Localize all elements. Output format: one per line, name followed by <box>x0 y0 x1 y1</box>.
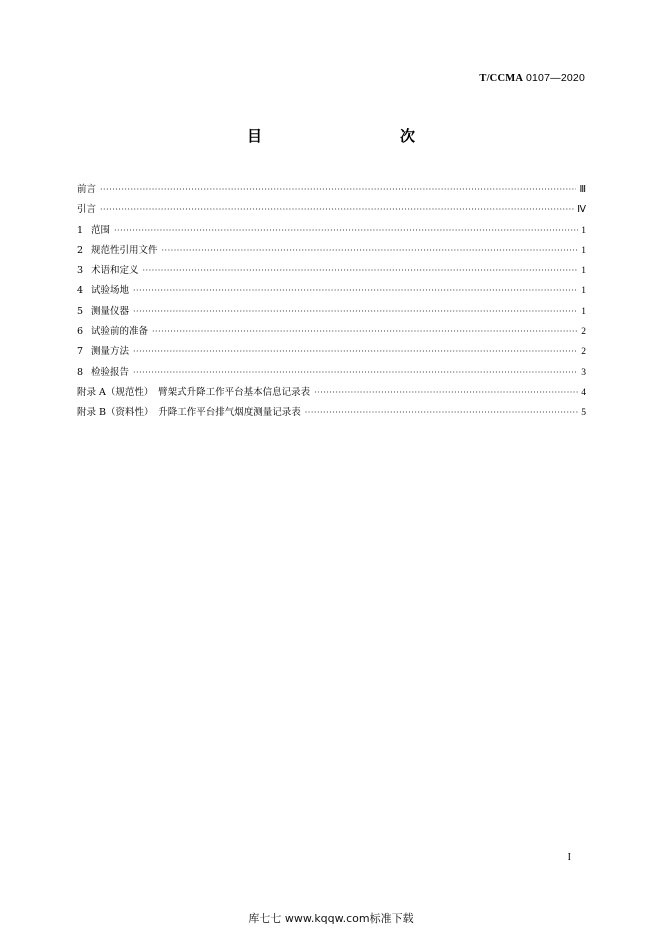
toc-entry-page: 1 <box>581 306 586 317</box>
toc-entry-label <box>77 302 133 322</box>
toc-entry-number: 4 <box>77 285 84 297</box>
toc-dot-leader <box>314 383 578 403</box>
toc-entry-text: 范围 <box>91 224 111 236</box>
toc-entry-text: 规范性引用文件 <box>91 244 158 256</box>
page-title: 目 次 <box>246 127 451 145</box>
standard-code <box>479 72 585 84</box>
table-of-contents <box>77 180 586 424</box>
toc-entry-label <box>77 403 305 423</box>
toc-entry-text: 术语和定义 <box>91 265 139 277</box>
toc-entry-label <box>77 281 133 301</box>
toc-entry-page: Ⅲ <box>579 185 586 195</box>
toc-entry-number: 3 <box>77 265 84 277</box>
toc-entry-page: 1 <box>581 225 586 236</box>
toc-entry[interactable] <box>77 261 586 281</box>
toc-dot-leader <box>100 180 576 200</box>
toc-entry-page: 1 <box>581 245 586 256</box>
toc-entry-page: 1 <box>581 286 586 297</box>
toc-entry[interactable] <box>77 302 586 322</box>
toc-dot-leader <box>143 261 579 281</box>
toc-dot-leader <box>133 281 578 301</box>
toc-entry-label <box>77 261 143 281</box>
toc-dot-leader <box>133 302 578 322</box>
toc-dot-leader <box>152 322 578 342</box>
toc-entry[interactable] <box>77 342 586 362</box>
toc-entry-number: 1 <box>77 224 84 236</box>
toc-entry[interactable] <box>77 383 586 403</box>
standard-prefix: T/CCMA <box>479 73 524 84</box>
standard-number: 0107—2020 <box>525 72 585 84</box>
toc-dot-leader <box>305 403 578 423</box>
toc-entry[interactable] <box>77 363 586 383</box>
toc-entry-page: 4 <box>581 387 586 398</box>
toc-entry-page: 5 <box>581 408 586 419</box>
toc-entry[interactable] <box>77 403 586 423</box>
toc-entry-number: 5 <box>77 305 84 317</box>
toc-entry-label <box>77 383 314 403</box>
toc-dot-leader <box>162 241 579 261</box>
toc-entry-number: 6 <box>77 326 84 338</box>
toc-entry-label <box>77 180 100 200</box>
toc-entry-text: 前言 <box>77 184 97 195</box>
toc-entry[interactable] <box>77 180 586 200</box>
toc-dot-leader <box>133 363 578 383</box>
toc-entry-page: Ⅳ <box>577 205 586 216</box>
toc-entry-text: 附录 B（资料性） 升降工作平台排气烟度测量记录表 <box>77 407 301 419</box>
toc-entry-number: 7 <box>77 346 84 358</box>
footer-watermark: 库七七 www.kqqw.com标准下载 <box>248 912 414 925</box>
toc-entry-text: 试验前的准备 <box>91 326 149 338</box>
toc-entry-page: 2 <box>581 327 586 338</box>
toc-entry[interactable] <box>77 281 586 301</box>
toc-entry-label <box>77 221 114 241</box>
toc-entry[interactable] <box>77 221 586 241</box>
toc-entry-text: 试验场地 <box>91 285 130 297</box>
toc-dot-leader <box>114 221 578 241</box>
toc-entry-text: 检验报告 <box>91 366 130 378</box>
toc-entry-label <box>77 200 100 220</box>
toc-entry-text: 引言 <box>77 204 97 216</box>
toc-entry-text: 测量方法 <box>91 346 130 358</box>
toc-entry-number: 8 <box>77 366 84 378</box>
toc-dot-leader <box>100 200 574 220</box>
toc-entry-text: 附录 A（规范性） 臂架式升降工作平台基本信息记录表 <box>77 386 311 398</box>
toc-entry-page: 1 <box>581 266 586 277</box>
toc-entry-label <box>77 363 133 383</box>
toc-entry[interactable] <box>77 322 586 342</box>
toc-entry[interactable] <box>77 241 586 261</box>
toc-entry-label <box>77 241 162 261</box>
toc-entry-text: 测量仪器 <box>91 305 130 317</box>
toc-entry[interactable] <box>77 200 586 220</box>
toc-entry-page: 3 <box>581 367 586 378</box>
toc-entry-label <box>77 322 152 342</box>
toc-dot-leader <box>133 342 578 362</box>
toc-entry-page: 2 <box>581 347 586 358</box>
toc-entry-label <box>77 342 133 362</box>
toc-entry-number: 2 <box>77 244 84 256</box>
page-number: I <box>567 852 571 863</box>
